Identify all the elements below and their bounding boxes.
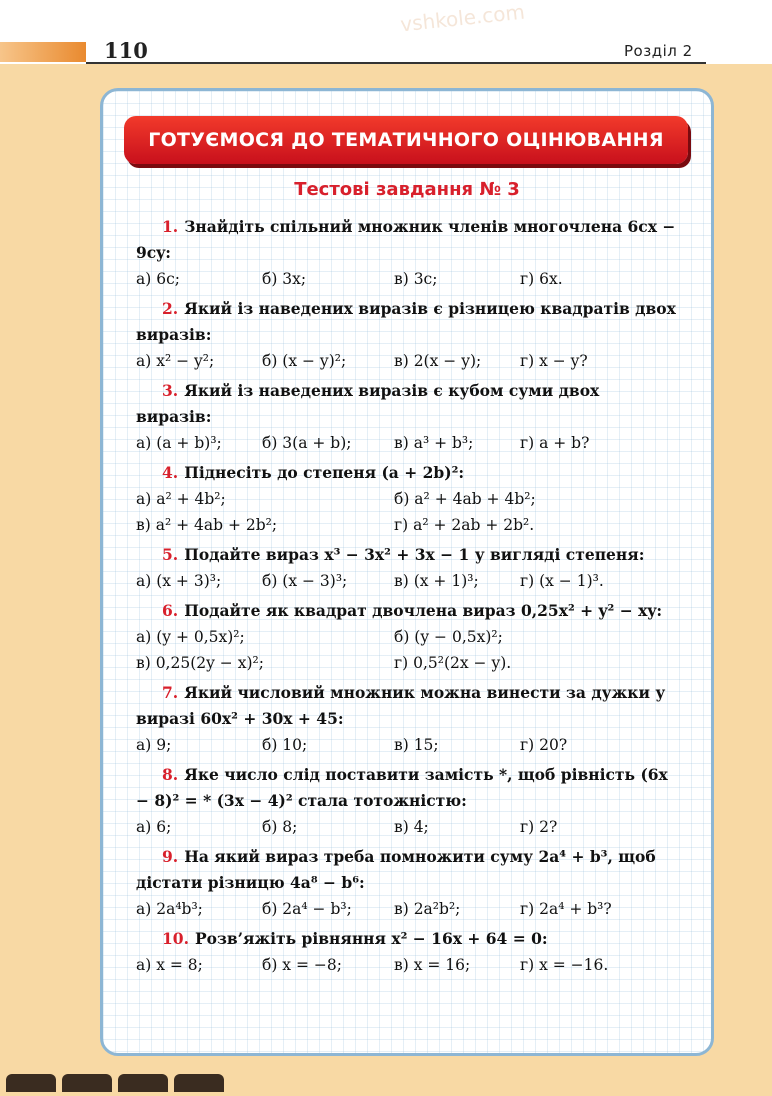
answer-option-d[interactable]: г) 2? bbox=[520, 818, 558, 836]
question-number: 1. bbox=[162, 217, 179, 236]
answer-option-a[interactable]: а) 2a⁴b³; bbox=[136, 900, 203, 918]
answer-option-b[interactable]: б) 2a⁴ − b³; bbox=[262, 900, 352, 918]
answer-option-d[interactable]: г) 6x. bbox=[520, 270, 563, 288]
answer-option-a[interactable]: а) (a + b)³; bbox=[136, 434, 222, 452]
question-6 bbox=[136, 598, 676, 676]
answer-option-c[interactable]: в) a³ + b³; bbox=[394, 434, 474, 452]
answer-option-a[interactable]: а) x = 8; bbox=[136, 956, 203, 974]
header-rule bbox=[86, 62, 706, 64]
question-number: 9. bbox=[162, 847, 179, 866]
answer-option-d[interactable]: г) x − y? bbox=[520, 352, 588, 370]
answer-option-d[interactable]: г) a + b? bbox=[520, 434, 590, 452]
question-5 bbox=[136, 542, 676, 594]
answer-option-c[interactable]: в) 2a²b²; bbox=[394, 900, 461, 918]
question-1 bbox=[136, 214, 676, 292]
answer-option-d[interactable]: г) x = −16. bbox=[520, 956, 609, 974]
answer-option-c[interactable]: в) 2(x − y); bbox=[394, 352, 482, 370]
bottom-mark bbox=[174, 1074, 224, 1092]
answer-option-b[interactable]: б) a² + 4ab + 4b²; bbox=[394, 490, 536, 508]
header-orange-tab bbox=[0, 42, 86, 62]
question-text: Яке число слід поставити замість *, щоб рівність (6x − 8)² = * (3x − 4)² стала тотожністю: bbox=[136, 765, 668, 810]
answer-option-a[interactable]: а) x² − y²; bbox=[136, 352, 215, 370]
question-number: 8. bbox=[162, 765, 179, 784]
question-text: Який із наведених виразів є кубом суми двох виразів: bbox=[136, 381, 600, 426]
answer-option-a[interactable]: а) (y + 0,5x)²; bbox=[136, 628, 245, 646]
answer-option-b[interactable]: б) 10; bbox=[262, 736, 308, 754]
answer-option-b[interactable]: б) x = −8; bbox=[262, 956, 342, 974]
question-8 bbox=[136, 762, 676, 840]
answer-option-b[interactable]: б) 3x; bbox=[262, 270, 307, 288]
question-text: На який вираз треба помножити суму 2a⁴ + b³, щоб дістати різницю 4a⁸ − b⁶: bbox=[136, 847, 656, 892]
answer-option-a[interactable]: а) 6; bbox=[136, 818, 172, 836]
question-number: 5. bbox=[162, 545, 179, 564]
answer-option-d[interactable]: г) 0,5²(2x − y). bbox=[394, 654, 512, 672]
question-number: 10. bbox=[162, 929, 189, 948]
question-2 bbox=[136, 296, 676, 374]
answer-option-d[interactable]: г) a² + 2ab + 2b². bbox=[394, 516, 535, 534]
section-title: Розділ 2 bbox=[624, 42, 693, 60]
question-text: Знайдіть спільний множник членів многочлена 6cx − 9cy: bbox=[136, 217, 676, 262]
question-text: Який із наведених виразів є різницею квадратів двох виразів: bbox=[136, 299, 676, 344]
questions-list bbox=[136, 214, 676, 978]
topic-banner: ГОТУЄМОСЯ ДО ТЕМАТИЧНОГО ОЦІНЮВАННЯ bbox=[124, 116, 688, 164]
question-number: 2. bbox=[162, 299, 179, 318]
question-text: Який числовий множник можна винести за дужки у виразі 60x² + 30x + 45: bbox=[136, 683, 666, 728]
answer-option-d[interactable]: г) 20? bbox=[520, 736, 568, 754]
answer-option-a[interactable]: а) 6c; bbox=[136, 270, 180, 288]
question-10 bbox=[136, 926, 676, 978]
answer-option-b[interactable]: б) (y − 0,5x)²; bbox=[394, 628, 503, 646]
answer-option-a[interactable]: а) (x + 3)³; bbox=[136, 572, 222, 590]
answer-option-c[interactable]: в) x = 16; bbox=[394, 956, 471, 974]
question-number: 7. bbox=[162, 683, 179, 702]
question-4 bbox=[136, 460, 676, 538]
page-bottom-marks bbox=[0, 1074, 772, 1092]
question-text: Розв’яжіть рівняння x² − 16x + 64 = 0: bbox=[194, 929, 548, 948]
answer-option-b[interactable]: б) 3(a + b); bbox=[262, 434, 352, 452]
watermark: vshkole.com bbox=[399, 0, 526, 37]
answer-option-c[interactable]: в) a² + 4ab + 2b²; bbox=[136, 516, 278, 534]
question-3 bbox=[136, 378, 676, 456]
question-text: Подайте як квадрат двочлена вираз 0,25x² + y² − xy: bbox=[184, 601, 663, 620]
question-9 bbox=[136, 844, 676, 922]
answer-option-a[interactable]: а) a² + 4b²; bbox=[136, 490, 226, 508]
answer-option-c[interactable]: в) 15; bbox=[394, 736, 439, 754]
answer-option-c[interactable]: в) 4; bbox=[394, 818, 429, 836]
answer-option-b[interactable]: б) (x − y)²; bbox=[262, 352, 347, 370]
question-number: 4. bbox=[162, 463, 179, 482]
bottom-mark bbox=[118, 1074, 168, 1092]
question-7 bbox=[136, 680, 676, 758]
answer-option-b[interactable]: б) (x − 3)³; bbox=[262, 572, 348, 590]
answer-option-d[interactable]: г) (x − 1)³. bbox=[520, 572, 604, 590]
answer-option-b[interactable]: б) 8; bbox=[262, 818, 298, 836]
answer-option-d[interactable]: г) 2a⁴ + b³? bbox=[520, 900, 612, 918]
question-number: 6. bbox=[162, 601, 179, 620]
answer-option-a[interactable]: а) 9; bbox=[136, 736, 172, 754]
answer-option-c[interactable]: в) (x + 1)³; bbox=[394, 572, 479, 590]
bottom-mark bbox=[62, 1074, 112, 1092]
answer-option-c[interactable]: в) 0,25(2y − x)²; bbox=[136, 654, 264, 672]
question-number: 3. bbox=[162, 381, 179, 400]
answer-option-c[interactable]: в) 3c; bbox=[394, 270, 438, 288]
bottom-mark bbox=[6, 1074, 56, 1092]
test-subtitle: Тестові завдання № 3 bbox=[294, 179, 520, 200]
question-text: Піднесіть до степеня (a + 2b)²: bbox=[184, 463, 465, 482]
page-number: 110 bbox=[104, 38, 148, 63]
question-text: Подайте вираз x³ − 3x² + 3x − 1 у вигляді степеня: bbox=[184, 545, 645, 564]
